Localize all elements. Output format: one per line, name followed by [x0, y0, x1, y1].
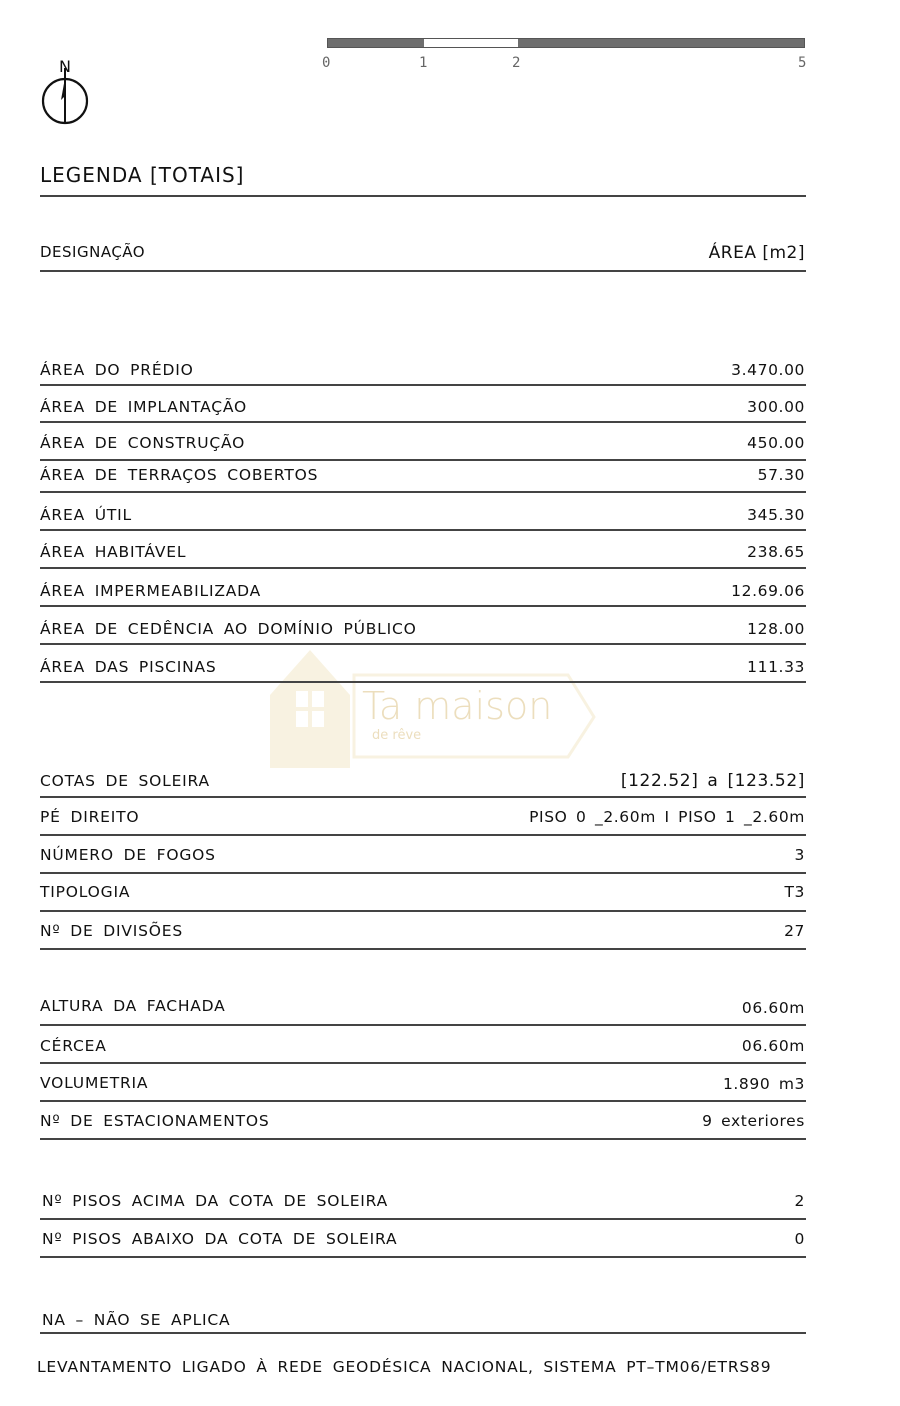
divider	[40, 834, 806, 836]
divider	[40, 491, 806, 493]
divider	[40, 1100, 806, 1102]
row-label: ÁREA IMPERMEABILIZADA	[40, 582, 262, 600]
row-value: 238.65	[747, 543, 805, 561]
watermark-brand: Ta maison	[362, 684, 553, 728]
column-header-area: ÁREA [m2]	[708, 243, 805, 263]
scale-tick-0: 0	[322, 55, 331, 71]
divider	[40, 796, 806, 798]
scale-bar-segment	[518, 39, 804, 47]
divider	[40, 605, 806, 607]
row-value: 0	[794, 1230, 805, 1248]
row-label: Nº PISOS ACIMA DA COTA DE SOLEIRA	[42, 1192, 389, 1210]
divider	[40, 1218, 806, 1220]
row-value: 57.30	[757, 466, 805, 484]
row-label: ÁREA DE CONSTRUÇÃO	[40, 434, 246, 452]
watermark-tagline: de rêve	[372, 728, 422, 743]
row-value: 3.470.00	[731, 361, 805, 379]
row-label: CÉRCEA	[40, 1037, 107, 1055]
divider	[40, 1256, 806, 1258]
row-value: T3	[784, 883, 805, 901]
scale-tick-2: 2	[512, 55, 521, 71]
row-value: 27	[784, 922, 805, 940]
divider	[40, 948, 806, 950]
row-label: ÁREA ÚTIL	[40, 506, 132, 524]
row-value: [122.52] a [123.52]	[620, 771, 805, 791]
row-label: TIPOLOGIA	[40, 883, 131, 901]
divider	[40, 1062, 806, 1064]
note-survey: LEVANTAMENTO LIGADO À REDE GEODÉSICA NACIONAL, SISTEMA PT–TM06/ETRS89	[37, 1358, 772, 1376]
divider	[40, 459, 806, 461]
row-value: 12.69.06	[731, 582, 805, 600]
north-label: N	[59, 58, 71, 76]
row-label: VOLUMETRIA	[40, 1074, 149, 1092]
divider	[40, 872, 806, 874]
row-label: Nº PISOS ABAIXO DA COTA DE SOLEIRA	[42, 1230, 398, 1248]
divider	[40, 270, 806, 272]
column-header-designation: DESIGNAÇÃO	[40, 243, 146, 261]
row-label: ÁREA DAS PISCINAS	[40, 658, 217, 676]
row-value: 2	[794, 1192, 805, 1210]
row-label: Nº DE DIVISÕES	[40, 922, 184, 940]
scale-bar	[327, 38, 805, 48]
legend-title: LEGENDA [TOTAIS]	[40, 163, 245, 187]
row-value: 345.30	[747, 506, 805, 524]
divider	[40, 681, 806, 683]
row-value: 06.60m	[741, 1037, 805, 1055]
scale-bar-segment	[328, 39, 424, 47]
north-arrow-icon	[38, 58, 94, 128]
row-value: 1.890 m3	[722, 1075, 805, 1093]
row-label: PÉ DIREITO	[40, 808, 140, 826]
divider	[40, 421, 806, 423]
divider	[40, 1138, 806, 1140]
row-value: 111.33	[747, 658, 805, 676]
row-value: 06.60m	[741, 999, 805, 1017]
scale-tick-1: 1	[419, 55, 428, 71]
row-label: NÚMERO DE FOGOS	[40, 846, 216, 864]
divider	[40, 567, 806, 569]
row-value: 128.00	[747, 620, 805, 638]
divider	[40, 643, 806, 645]
divider	[40, 910, 806, 912]
row-label: ÁREA DO PRÉDIO	[40, 361, 194, 379]
row-label: ALTURA DA FACHADA	[40, 997, 226, 1015]
divider	[40, 195, 806, 197]
row-label: ÁREA DE TERRAÇOS COBERTOS	[40, 466, 319, 484]
row-label: ÁREA DE CEDÊNCIA AO DOMÍNIO PÚBLICO	[40, 620, 417, 638]
row-value: PISO 0 _2.60m I PISO 1 _2.60m	[529, 808, 805, 826]
row-value: 3	[794, 846, 805, 864]
row-value: 450.00	[747, 434, 805, 452]
row-value: 9 exteriores	[702, 1112, 805, 1130]
scale-bar-segment	[424, 39, 518, 47]
divider	[40, 529, 806, 531]
divider	[40, 1024, 806, 1026]
row-label: ÁREA DE IMPLANTAÇÃO	[40, 398, 247, 416]
divider	[40, 384, 806, 386]
row-label: Nº DE ESTACIONAMENTOS	[40, 1112, 270, 1130]
scale-tick-5: 5	[798, 55, 807, 71]
note-not-applicable: NA – NÃO SE APLICA	[42, 1311, 231, 1329]
row-value: 300.00	[747, 398, 805, 416]
divider	[40, 1332, 806, 1334]
row-label: ÁREA HABITÁVEL	[40, 543, 187, 561]
row-label: COTAS DE SOLEIRA	[40, 772, 210, 790]
